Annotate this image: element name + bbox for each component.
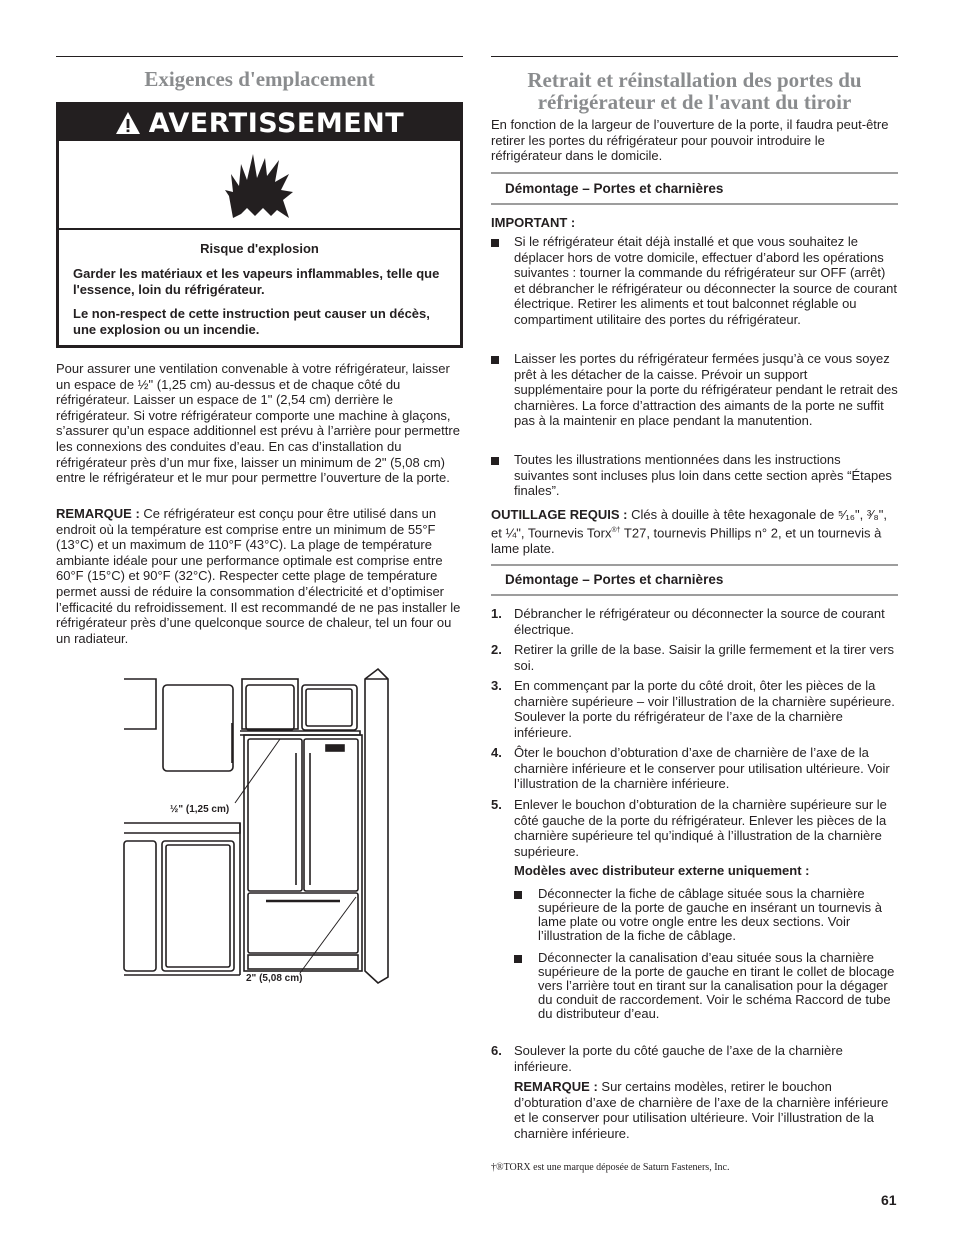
ventilation-paragraph: Pour assurer une ventilation convenable à votre réfrigérateur, laisser un espace de ½" (1,25 cm) au-dessus et de chaque côté du réfrigérateur. Laisser un espace de 1" (2,54 cm) derrière le réfrigérateur. Si votre réfrigérateur comporte une machine à glaçons, s’assurer qu’un espace additionnel est prévu à l’arrière pour permettre les connexions des conduites d’eau. En cas d’installation du réfrigérateur près d’un mur fixe, laisser un minimum de 2" (5,08 cm) entre le réfrigérateur et le mur pour permettre l’ouverture de la porte. [56, 361, 460, 486]
bullet-icon [514, 891, 522, 899]
footnote: †®TORX est une marque déposée de Saturn Fasteners, Inc. [491, 1162, 730, 1173]
tools-superscript: ®† [611, 526, 621, 534]
note-label-left: REMARQUE : [56, 506, 140, 521]
subhead-disassembly-1: Démontage – Portes et charnières [505, 181, 724, 196]
step-4-text: Ôter le bouchon d’obturation d’axe de charnière de l’axe de la charnière inférieure et le conserver pour utilisation ultérieure. Voir l’illustration de la charnière inférieure. [514, 745, 890, 792]
warning-triangle-icon [115, 111, 141, 135]
warning-risk: Risque d'explosion [200, 241, 319, 256]
page-number: 61 [881, 1192, 897, 1208]
subhead-disassembly-2: Démontage – Portes et charnières [505, 572, 724, 587]
section-title-location: Exigences d'emplacement [144, 67, 375, 91]
important-label: IMPORTANT : [491, 215, 576, 230]
step-number: 6. [491, 1043, 502, 1058]
step-number: 2. [491, 642, 502, 657]
note-text-right: Sur certains modèles, retirer le bouchon d’obturation d’axe de charnière de l’axe de la charnière inférieure et le conserver pour utilisation ultérieure. Voir l’illustration de la charnière inférieure. [514, 1079, 889, 1141]
important-bullet-3: Toutes les illustrations mentionnées dans les instructions suivantes sont incluses plus loin dans cette section après “Étapes finales”. [514, 452, 892, 499]
bullet-icon [491, 457, 499, 465]
section-title-doors: Retrait et réinstallation des portes du réfrigérateur et de l'avant du tiroir [527, 68, 862, 114]
note-text-left: Ce réfrigérateur est conçu pour être utilisé dans un endroit où la température est comprise entre un minimum de 55°F (13°C) et un maximum de 110°F (43°C). La plage de température ambiante idéale pour une performance optimale est comprise entre 60°F (15°C) et 90°F (32°C). Respecter cette plage de température permet aussi de réduire la consommation d’électricité et d’optimiser l’efficacité du refroidissement. Il est recommandé de ne pas installer le réfrigérateur près d’une quelconque source de chaleur, tel un four ou un radiateur. [56, 506, 461, 646]
tools-required [491, 507, 898, 556]
subhead-rule-2-top [491, 564, 898, 566]
step-number: 1. [491, 606, 502, 621]
step-number: 4. [491, 745, 502, 760]
warning-box [56, 102, 463, 348]
warning-icon-area [59, 141, 460, 230]
clearance-label-top: ½" (1,25 cm) [170, 804, 230, 815]
warning-header [59, 105, 460, 141]
subhead-rule-1-top [491, 172, 898, 174]
top-rule-left [56, 56, 463, 57]
step-number: 3. [491, 678, 502, 693]
step-5-text: Enlever le bouchon d’obturation de la charnière supérieure sur le côté gauche de la porte du réfrigérateur. Enlever les pièces de la charnière supérieure tel qu’indiqué à l’illustration de la charnière supérieure. [514, 797, 887, 859]
tools-text: Clés à douille à tête hexagonale de ⁵⁄₁₆", ³⁄₈", et ¼", Tournevis Torx [491, 507, 887, 540]
important-bullet-2: Laisser les portes du réfrigérateur fermées jusqu’à ce vous soyez prêt à les détacher de la caisse. Prévoir un support supplémentaire pour la porte du réfrigérateur pendant le retrait des charnières. La force d’attraction des aimants de la porte ne suffit pas à la maintenir en place pendant la manutention. [514, 351, 898, 429]
bullet-icon [491, 356, 499, 364]
clearance-diagram [120, 665, 410, 995]
temperature-note [56, 506, 461, 646]
step-3-text: En commençant par la porte du côté droit, ôter les pièces de la charnière supérieure – voir l’illustration de la charnière supérieure. Soulever la porte du réfrigérateur de l’axe de la charnière inférieure. [514, 678, 895, 740]
models-label: Modèles avec distributeur externe uniquement : [514, 863, 810, 878]
warning-line-2: Le non-respect de cette instruction peut causer un décès, une explosion ou un incendie. [73, 306, 430, 337]
models-bullet-1: Déconnecter la fiche de câblage située sous la charnière supérieure de la porte de gauche en insérant un tournevis à lame plate ou votre ongle entre les deux sections. Voir l’illustration de la fiche de câblage. [538, 886, 883, 943]
explosion-icon [225, 150, 295, 220]
subhead-rule-1-bottom [491, 203, 898, 205]
step-6-text: Soulever la porte du côté gauche de l’axe de la charnière inférieure. [514, 1043, 843, 1074]
tools-label: OUTILLAGE REQUIS : [491, 507, 628, 522]
warning-line-1: Garder les matériaux et les vapeurs inflammables, telle que l'essence, loin du réfrigérateur. [73, 266, 440, 297]
note-label-right: REMARQUE : [514, 1079, 598, 1094]
important-bullet-1: Si le réfrigérateur était déjà installé et que vous souhaitez le déplacer hors de votre domicile, effectuer d’abord les opérations suivantes : tourner la commande du réfrigérateur sur OFF (arrêt) et débrancher le réfrigérateur ou déconnecter la source de courant électrique. Retirer les aliments et tout balconnet réglable ou compartiment utilitaire des portes du réfrigérateur. [514, 234, 898, 327]
step-number: 5. [491, 797, 502, 812]
top-rule-right [491, 56, 898, 57]
clearance-label-bottom: 2" (5,08 cm) [246, 973, 303, 984]
step-1-text: Débrancher le réfrigérateur ou déconnecter la source de courant électrique. [514, 606, 885, 637]
step-2-text: Retirer la grille de la base. Saisir la grille fermement et la tirer vers soi. [514, 642, 895, 673]
step-6-note [514, 1079, 898, 1141]
subhead-rule-2-bottom [491, 594, 898, 596]
intro-paragraph: En fonction de la largeur de l’ouverture de la porte, il faudra peut-être retirer les portes du réfrigérateur pour pouvoir introduire le réfrigérateur dans le domicile. [491, 117, 889, 164]
tools-text-2: T27, tournevis Phillips n° 2, et un tournevis à lame plate. [491, 524, 882, 556]
warning-title: AVERTISSEMENT [148, 107, 405, 139]
bullet-icon [514, 955, 522, 963]
models-bullet-2: Déconnecter la canalisation d’eau située sous la charnière supérieure de la porte de gauche en tirant le collet de blocage vers l’arrière tout en tirant sur la canalisation pour la dégager du conduit de raccordement. Voir le schéma Raccord de tube du distributeur d’eau. [538, 950, 895, 1021]
bullet-icon [491, 239, 499, 247]
